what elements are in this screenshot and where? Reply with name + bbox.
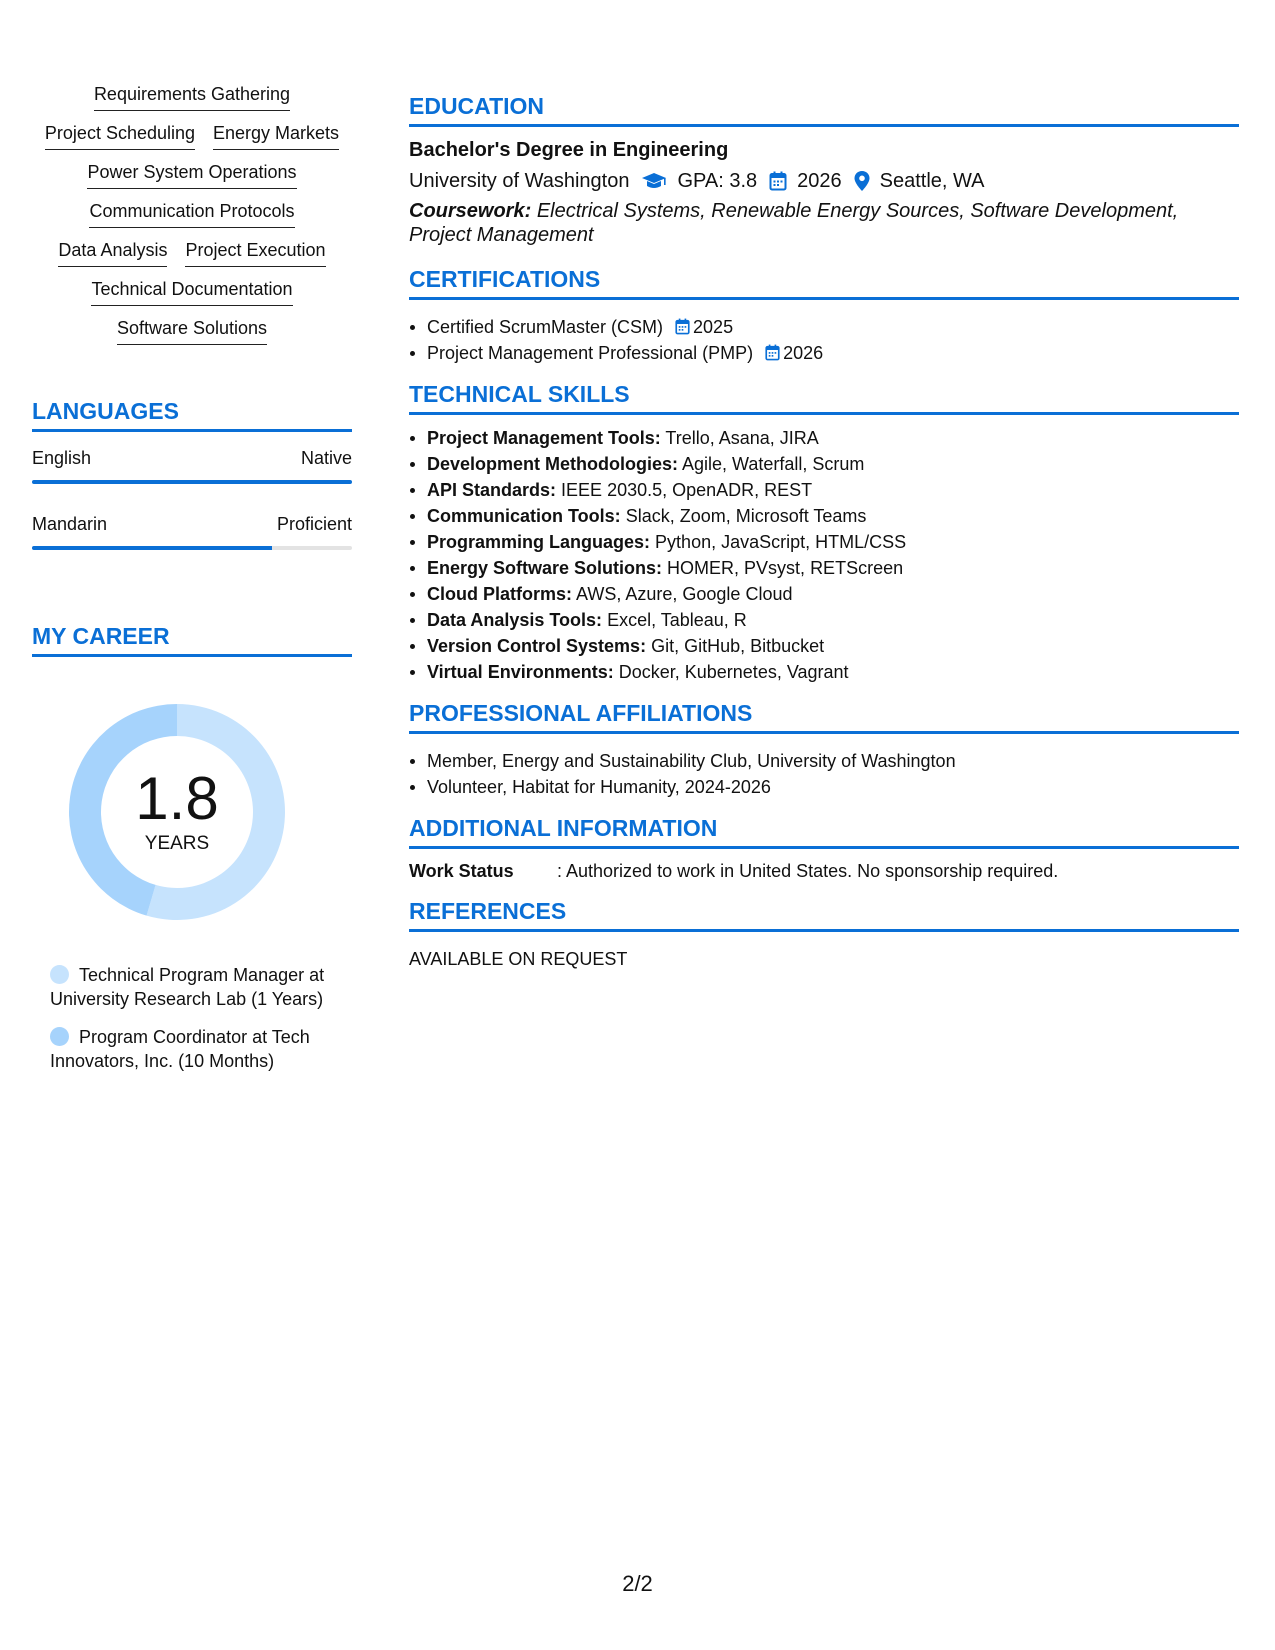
coursework-label: Coursework: — [409, 200, 532, 222]
skill-tag: Power System Operations — [87, 160, 296, 189]
certifications-section — [409, 265, 1239, 366]
skill-category: API Standards: — [427, 480, 557, 500]
legend-dot-icon — [50, 1027, 69, 1046]
references-text: AVAILABLE ON REQUEST — [409, 949, 628, 969]
work-status-value: : Authorized to work in United States. No sponsorship required. — [557, 861, 1059, 881]
skill-category: Communication Tools: — [427, 506, 621, 526]
language-bar — [32, 546, 352, 550]
list-item — [409, 555, 1239, 581]
list-item — [409, 314, 1239, 340]
skill-category: Cloud Platforms: — [427, 584, 573, 604]
skill-category: Development Methodologies: — [427, 454, 679, 474]
skill-tag: Project Execution — [185, 238, 325, 267]
skill-tag: Data Analysis — [58, 238, 167, 267]
affiliations-list — [409, 748, 1239, 800]
work-status-row — [409, 859, 1239, 883]
list-item — [409, 659, 1239, 685]
additional-info-title: ADDITIONAL INFORMATION — [409, 814, 1239, 849]
list-item — [409, 477, 1239, 503]
technical-skills-section — [409, 380, 1239, 685]
skill-category: Programming Languages: — [427, 532, 651, 552]
skill-values: Agile, Waterfall, Scrum — [682, 454, 865, 474]
career-legend — [50, 963, 340, 1073]
skill-tag: Requirements Gathering — [94, 82, 290, 111]
affiliations-section — [409, 699, 1239, 800]
gpa: GPA: 3.8 — [677, 170, 758, 192]
language-name: Mandarin — [32, 514, 108, 534]
coursework — [409, 199, 1239, 247]
skill-values: AWS, Azure, Google Cloud — [576, 584, 793, 604]
list-item — [409, 633, 1239, 659]
calendar-icon — [675, 318, 690, 335]
affiliations-title: PROFESSIONAL AFFILIATIONS — [409, 699, 1239, 734]
page-number: 2/2 — [622, 1571, 653, 1596]
skill-values: Git, GitHub, Bitbucket — [651, 636, 825, 656]
technical-skills-list — [409, 425, 1239, 685]
skill-values: Docker, Kubernetes, Vagrant — [618, 662, 849, 682]
language-bar-fill — [32, 480, 352, 484]
list-item — [409, 451, 1239, 477]
education-title: EDUCATION — [409, 92, 1239, 127]
career-legend-label: Technical Program Manager at University Research Lab (1 Years) — [50, 965, 325, 1009]
skill-values: Trello, Asana, JIRA — [665, 428, 819, 448]
skill-tag: Energy Markets — [213, 121, 339, 150]
career-donut — [62, 697, 292, 927]
calendar-icon — [769, 171, 787, 191]
certifications-title: CERTIFICATIONS — [409, 265, 1239, 300]
skill-values: Python, JavaScript, HTML/CSS — [655, 532, 907, 552]
language-level: Proficient — [276, 514, 352, 534]
skill-values: HOMER, PVsyst, RETScreen — [667, 558, 904, 578]
additional-info-section — [409, 814, 1239, 883]
school-name: University of Washington — [409, 170, 630, 192]
graduation-cap-icon — [641, 171, 667, 191]
career-legend-label: Program Coordinator at Tech Innovators, Inc. (10 Months) — [50, 1027, 310, 1071]
list-item: Member, Energy and Sustainability Club, University of Washington — [409, 748, 1239, 774]
career-legend-item — [50, 1025, 340, 1073]
skill-category: Project Management Tools: — [427, 428, 661, 448]
list-item — [409, 529, 1239, 555]
career-section — [32, 622, 352, 1073]
skill-tag: Software Solutions — [117, 316, 267, 345]
language-row — [32, 446, 352, 484]
career-legend-item — [50, 963, 340, 1011]
skill-tag: Technical Documentation — [91, 277, 292, 306]
coursework-list: Electrical Systems, Renewable Energy Sources, Software Development, Project Management — [409, 200, 1179, 246]
technical-skills-title: TECHNICAL SKILLS — [409, 380, 1239, 415]
career-title: MY CAREER — [32, 622, 352, 657]
list-item — [409, 607, 1239, 633]
degree-title: Bachelor's Degree in Engineering — [409, 139, 729, 161]
languages-section — [32, 397, 352, 550]
languages-title: LANGUAGES — [32, 397, 352, 432]
skill-category: Energy Software Solutions: — [427, 558, 663, 578]
language-bar-fill — [32, 546, 272, 550]
certification-year: 2026 — [783, 343, 824, 363]
skill-tag: Communication Protocols — [89, 199, 294, 228]
skills-tags — [32, 82, 352, 345]
skill-values: Excel, Tableau, R — [607, 610, 747, 630]
list-item — [409, 503, 1239, 529]
list-item — [409, 581, 1239, 607]
language-row — [32, 512, 352, 550]
references-title: REFERENCES — [409, 897, 1239, 932]
skill-values: IEEE 2030.5, OpenADR, REST — [561, 480, 813, 500]
language-bar — [32, 480, 352, 484]
career-total: 1.8 — [135, 765, 219, 832]
career-unit: YEARS — [144, 833, 210, 854]
skill-values: Slack, Zoom, Microsoft Teams — [625, 506, 867, 526]
education-section — [409, 92, 1239, 247]
certification-name: Certified ScrumMaster (CSM) — [427, 317, 664, 337]
language-name: English — [32, 448, 92, 468]
skill-category: Data Analysis Tools: — [427, 610, 603, 630]
skill-category: Version Control Systems: — [427, 636, 647, 656]
skill-tag: Project Scheduling — [45, 121, 195, 150]
right-column — [409, 92, 1239, 984]
certifications-list — [409, 314, 1239, 366]
references-section — [409, 897, 1239, 972]
certification-name: Project Management Professional (PMP) — [427, 343, 754, 363]
certification-year: 2025 — [693, 317, 734, 337]
list-item: Volunteer, Habitat for Humanity, 2024-2026 — [409, 774, 1239, 800]
legend-dot-icon — [50, 965, 69, 984]
work-status-label: Work Status — [409, 861, 514, 881]
skill-category: Virtual Environments: — [427, 662, 614, 682]
list-item — [409, 340, 1239, 366]
language-level: Native — [300, 448, 352, 468]
calendar-icon — [765, 344, 780, 361]
graduation-year: 2026 — [797, 170, 842, 192]
left-column — [32, 82, 352, 1087]
school-location: Seattle, WA — [879, 170, 985, 192]
list-item — [409, 425, 1239, 451]
location-pin-icon — [854, 171, 870, 191]
